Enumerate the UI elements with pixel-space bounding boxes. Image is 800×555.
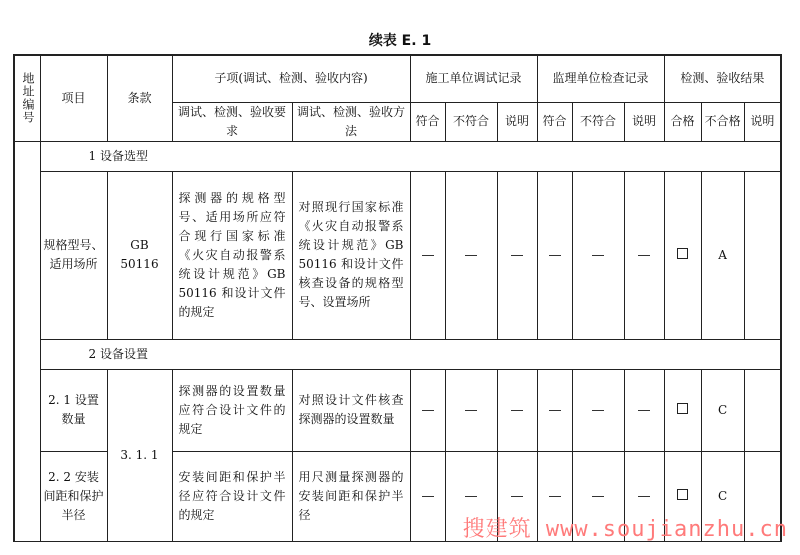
empty-mark	[537, 171, 572, 339]
note-cell	[744, 369, 781, 451]
empty-mark	[624, 171, 664, 339]
empty-mark	[624, 369, 664, 451]
empty-mark	[497, 171, 537, 339]
grade-label: C	[701, 369, 744, 451]
row-clause: GB 50116	[107, 171, 172, 339]
row-clause: 3. 1. 1	[107, 369, 172, 541]
section-title: 2 设备设置	[40, 339, 781, 369]
header-method: 调试、检测、验收方法	[292, 102, 410, 141]
empty-mark	[537, 369, 572, 451]
header-result: 检测、验收结果	[664, 55, 781, 102]
note-cell	[744, 171, 781, 339]
grade-label: C	[701, 451, 744, 541]
empty-mark	[445, 369, 497, 451]
row-method: 对照现行国家标准《火灾自动报警系统设计规范》GB 50116 和设计文件核查设备的规格型号、设置场所	[292, 171, 410, 339]
empty-mark	[410, 171, 445, 339]
section-title: 1 设备选型	[40, 141, 781, 171]
header-fail: 不合格	[701, 102, 744, 141]
header-c-note: 说明	[497, 102, 537, 141]
empty-mark	[410, 451, 445, 541]
empty-mark	[410, 369, 445, 451]
pass-checkbox[interactable]	[664, 171, 701, 339]
grade-label: A	[701, 171, 744, 339]
pass-checkbox[interactable]	[664, 369, 701, 451]
empty-mark	[445, 171, 497, 339]
header-s-nonconform: 不符合	[572, 102, 624, 141]
header-c-nonconform: 不符合	[445, 102, 497, 141]
row-item: 规格型号、适用场所	[40, 171, 107, 339]
header-subitem: 子项(调试、检测、验收内容)	[172, 55, 410, 102]
inspection-table	[13, 54, 782, 542]
watermark: 搜建筑 www.soujianzhu.cn	[462, 517, 788, 542]
row-req: 探测器的设置数量应符合设计文件的规定	[172, 369, 292, 451]
table-caption: 续表 E. 1	[368, 33, 432, 49]
header-pass: 合格	[664, 102, 701, 141]
empty-mark	[572, 369, 624, 451]
header-construction: 施工单位调试记录	[410, 55, 537, 102]
header-addr: 地址编号	[14, 55, 40, 141]
header-s-conform: 符合	[537, 102, 572, 141]
empty-mark	[572, 171, 624, 339]
row-method: 对照设计文件核查探测器的设置数量	[292, 369, 410, 451]
header-item: 项目	[40, 55, 107, 141]
row-item: 2. 2 安装间距和保护半径	[40, 451, 107, 541]
row-method: 用尺测量探测器的安装间距和保护半径	[292, 451, 410, 541]
header-r-note: 说明	[744, 102, 781, 141]
row-req: 探测器的规格型号、适用场所应符合现行国家标准《火灾自动报警系统设计规范》GB 50116 和设计文件的规定	[172, 171, 292, 339]
header-s-note: 说明	[624, 102, 664, 141]
header-c-conform: 符合	[410, 102, 445, 141]
header-req: 调试、检测、验收要求	[172, 102, 292, 141]
empty-mark	[497, 369, 537, 451]
row-req: 安装间距和保护半径应符合设计文件的规定	[172, 451, 292, 541]
header-clause: 条款	[107, 55, 172, 141]
row-item: 2. 1 设置数量	[40, 369, 107, 451]
header-supervision: 监理单位检查记录	[537, 55, 664, 102]
addr-cell	[14, 141, 40, 541]
